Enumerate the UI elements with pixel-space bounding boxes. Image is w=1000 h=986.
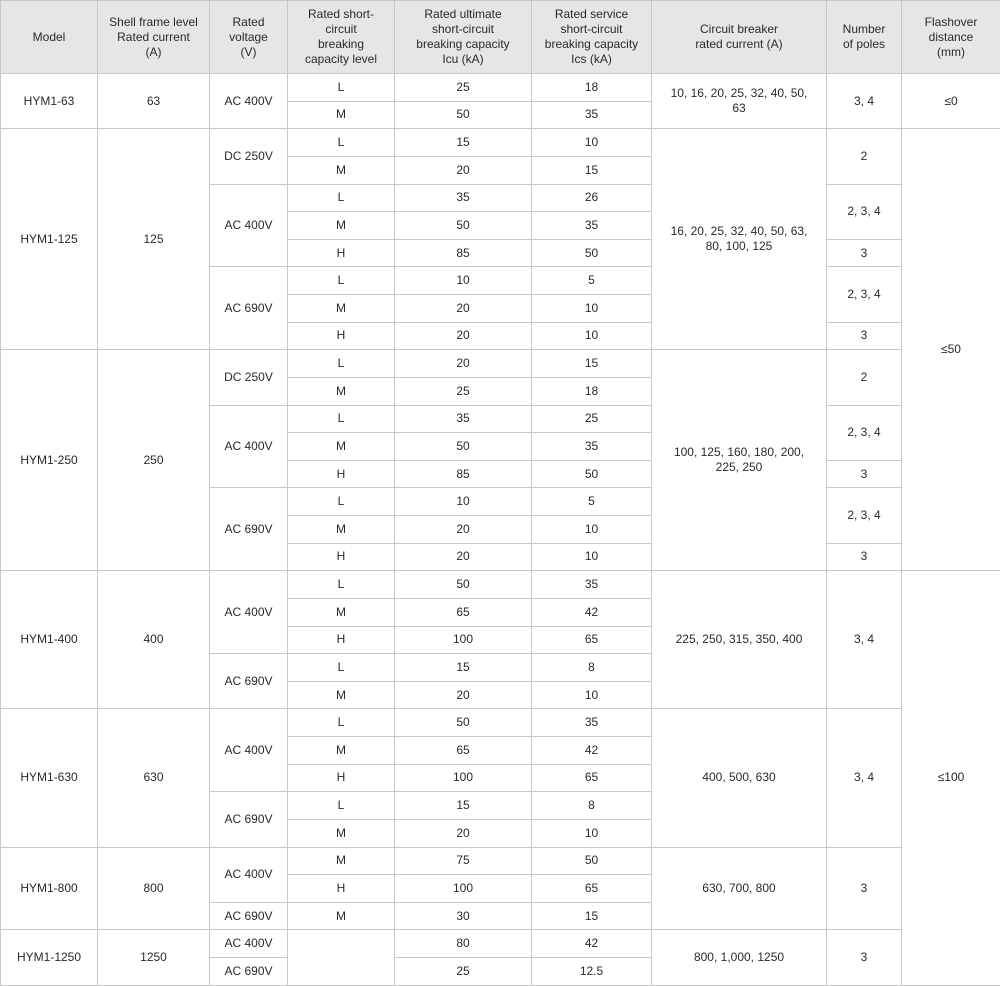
table-cell: AC 400V [210,571,288,654]
column-header [395,1,532,74]
table-cell [652,129,827,350]
table-cell: 3 [827,543,902,571]
cell-text: (A) [146,45,162,59]
table-cell: M [288,598,395,626]
table-cell: 8 [532,792,652,820]
table-cell: 3 [827,460,902,488]
cell-text: Rated ultimate [424,7,501,21]
table-cell: M [288,847,395,875]
table-row [1,847,1000,875]
table-cell: 50 [532,460,652,488]
table-cell: L [288,488,395,516]
table-cell: 10 [532,516,652,544]
table-cell: L [288,74,395,102]
table-cell: HYM1-125 [1,129,98,350]
table-cell: 5 [532,488,652,516]
table-cell: 250 [98,350,210,571]
table-cell: 65 [532,626,652,654]
cell-text: breaking [318,37,364,51]
table-cell: AC 690V [210,902,288,930]
table-cell: 25 [395,958,532,986]
table-cell: 2 [827,129,902,184]
table-cell: 35 [395,405,532,433]
cell-text: 225, 250 [716,460,763,474]
cell-text: Shell frame level [109,15,198,29]
table-cell: 10 [532,129,652,157]
table-cell: M [288,101,395,129]
table-cell: 3 [827,322,902,350]
table-cell: 2 [827,350,902,405]
table-cell: 10 [532,543,652,571]
cell-text: Flashover [925,15,978,29]
cell-text: distance [929,30,974,44]
table-row [1,571,1000,599]
cell-text: Ics (kA) [571,52,612,66]
table-cell: L [288,129,395,157]
table-cell [652,847,827,930]
table-cell: 35 [532,433,652,461]
table-cell: 3, 4 [827,709,902,847]
table-cell: 8 [532,654,652,682]
table-cell: 100 [395,875,532,903]
table-header [1,1,1000,74]
table-cell: M [288,377,395,405]
table-cell: H [288,764,395,792]
table-cell: AC 690V [210,958,288,986]
cell-text: Rated [232,15,264,29]
table-cell: 3 [827,930,902,985]
table-cell: 20 [395,156,532,184]
header-row [1,1,1000,74]
table-cell: L [288,267,395,295]
table-cell: 630 [98,709,210,847]
table-cell: 100 [395,764,532,792]
table-cell: 65 [532,875,652,903]
table-cell: H [288,322,395,350]
table-cell: H [288,460,395,488]
table-cell: 10 [532,295,652,323]
table-cell: DC 250V [210,350,288,405]
cell-text: (V) [241,45,257,59]
table-cell: H [288,626,395,654]
table-cell: ≤50 [902,129,1000,571]
table-cell: 85 [395,239,532,267]
table-cell: 10 [395,267,532,295]
table-cell: AC 690V [210,488,288,571]
table-cell: AC 400V [210,74,288,129]
table-cell: M [288,295,395,323]
column-header [1,1,98,74]
cell-text: Number [843,22,886,36]
table-cell: 400 [98,571,210,709]
table-row [1,129,1000,157]
table-cell: 50 [532,239,652,267]
table-cell: 10 [395,488,532,516]
table-cell: 35 [532,709,652,737]
cell-text: 16, 20, 25, 32, 40, 50, 63, [671,224,808,238]
table-cell: L [288,792,395,820]
table-cell [652,350,827,571]
table-cell: HYM1-250 [1,350,98,571]
table-cell: M [288,902,395,930]
table-cell: 50 [395,571,532,599]
table-cell: 65 [532,764,652,792]
table-cell: 20 [395,819,532,847]
table-cell: 125 [98,129,210,350]
table-cell: 63 [98,74,210,129]
table-row [1,709,1000,737]
table-cell: 42 [532,930,652,958]
table-cell [652,709,827,847]
table-cell: 10 [532,322,652,350]
table-cell: 3, 4 [827,571,902,709]
cell-text: Circuit breaker [700,22,778,36]
table-cell: 20 [395,516,532,544]
column-header [532,1,652,74]
table-cell: 800 [98,847,210,930]
table-cell: M [288,737,395,765]
table-cell: 35 [532,101,652,129]
column-header [652,1,827,74]
table-cell: DC 250V [210,129,288,184]
table-cell [288,930,395,985]
cell-text: 800, 1,000, 1250 [694,950,784,964]
table-row [1,930,1000,958]
table-cell: M [288,212,395,240]
table-cell: 15 [395,654,532,682]
table-cell: HYM1-800 [1,847,98,930]
table-cell: 42 [532,737,652,765]
table-cell: 20 [395,295,532,323]
table-cell: AC 400V [210,405,288,488]
cell-text: 630, 700, 800 [702,881,775,895]
cell-text: 400, 500, 630 [702,770,775,784]
table-cell: L [288,709,395,737]
table-cell: 25 [395,377,532,405]
cell-text: circuit [325,22,356,36]
table-cell: 20 [395,350,532,378]
table-cell: 100 [395,626,532,654]
table-cell: 2, 3, 4 [827,267,902,322]
table-cell: M [288,433,395,461]
table-cell: 25 [395,74,532,102]
table-cell: 3 [827,239,902,267]
cell-text: short-circuit [432,22,494,36]
column-header [902,1,1000,74]
table-cell: 26 [532,184,652,212]
table-cell: M [288,819,395,847]
table-cell: M [288,516,395,544]
table-cell: M [288,156,395,184]
table-cell: HYM1-400 [1,571,98,709]
table-body [1,74,1000,986]
table-cell: M [288,681,395,709]
cell-text: 100, 125, 160, 180, 200, [674,445,804,459]
cell-text: Rated current [117,30,190,44]
cell-text: 225, 250, 315, 350, 400 [676,632,803,646]
table-cell: L [288,184,395,212]
cell-text: (mm) [937,45,965,59]
table-cell: 2, 3, 4 [827,405,902,460]
cell-text: 80, 100, 125 [706,239,773,253]
table-cell: 3, 4 [827,74,902,129]
table-cell: 1250 [98,930,210,985]
table-cell: 50 [395,101,532,129]
table-cell: HYM1-630 [1,709,98,847]
cell-text: capacity level [305,52,377,66]
table-cell: 15 [395,129,532,157]
table-cell: AC 400V [210,709,288,792]
table-cell: 50 [395,709,532,737]
cell-text: Rated service [555,7,628,21]
table-cell: 65 [395,737,532,765]
table-cell: 5 [532,267,652,295]
table-cell: 42 [532,598,652,626]
table-cell: 20 [395,681,532,709]
table-cell: 75 [395,847,532,875]
cell-text: of poles [843,37,885,51]
table-cell: 35 [395,184,532,212]
table-cell: 15 [532,156,652,184]
cell-text: Model [33,30,66,44]
table-cell: 12.5 [532,958,652,986]
table-cell: L [288,350,395,378]
table-cell: AC 400V [210,847,288,902]
column-header [210,1,288,74]
table-cell: 3 [827,847,902,930]
table-cell: L [288,654,395,682]
table-cell: 35 [532,212,652,240]
cell-text: Icu (kA) [442,52,483,66]
table-cell: 50 [532,847,652,875]
cell-text: 10, 16, 20, 25, 32, 40, 50, [671,86,808,100]
table-cell [652,930,827,985]
table-cell: 10 [532,819,652,847]
table-cell: 25 [532,405,652,433]
table-cell: 2, 3, 4 [827,184,902,239]
table-cell: HYM1-1250 [1,930,98,985]
column-header [288,1,395,74]
table-cell: 30 [395,902,532,930]
table-cell: 50 [395,433,532,461]
table-row [1,74,1000,102]
table-cell: ≤100 [902,571,1000,985]
table-cell: HYM1-63 [1,74,98,129]
column-header [827,1,902,74]
table-cell: 85 [395,460,532,488]
table-cell: L [288,405,395,433]
table-cell: 65 [395,598,532,626]
cell-text: breaking capacity [545,37,638,51]
table-cell [652,571,827,709]
table-row [1,350,1000,378]
cell-text: 63 [732,101,745,115]
column-header [98,1,210,74]
table-cell: 20 [395,322,532,350]
table-cell: H [288,239,395,267]
table-cell: H [288,875,395,903]
table-cell: H [288,543,395,571]
table-cell: 35 [532,571,652,599]
table-cell: AC 400V [210,930,288,958]
table-cell: ≤0 [902,74,1000,129]
table-cell: 20 [395,543,532,571]
table-cell: AC 690V [210,267,288,350]
cell-text: breaking capacity [416,37,509,51]
table-cell: L [288,571,395,599]
table-cell: 50 [395,212,532,240]
table-cell: 80 [395,930,532,958]
table-cell: 10 [532,681,652,709]
table-cell: 15 [532,902,652,930]
cell-text: voltage [229,30,268,44]
table-cell: AC 690V [210,792,288,847]
table-cell: 18 [532,74,652,102]
table-cell: 18 [532,377,652,405]
table-cell: 15 [395,792,532,820]
table-cell: AC 400V [210,184,288,267]
table-cell [652,74,827,129]
table-cell: 2, 3, 4 [827,488,902,543]
cell-text: Rated short- [308,7,374,21]
table-cell: 15 [532,350,652,378]
cell-text: short-circuit [560,22,622,36]
cell-text: rated current (A) [695,37,782,51]
table-cell: AC 690V [210,654,288,709]
